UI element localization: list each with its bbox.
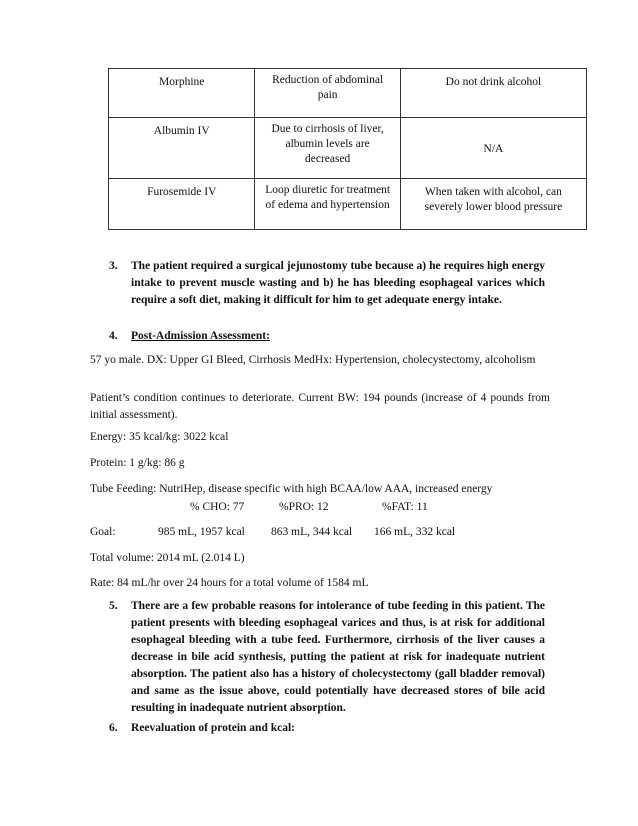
condition-line: Patient’s condition continues to deteriorate. Current BW: 194 pounds (increase of 4 pounds from initial assessment).: [90, 392, 550, 421]
item-number: 4.: [109, 330, 118, 342]
medication-table: [108, 68, 587, 230]
item-number: 3.: [109, 260, 118, 272]
note-cell: When taken with alcohol, can severely lower blood pressure: [400, 179, 586, 230]
drug-cell: Albumin IV: [109, 118, 255, 179]
goal-label: Goal:: [90, 526, 116, 538]
reason-cell: Loop diuretic for treatment of edema and hypertension: [255, 179, 400, 230]
pro-percent: %PRO: 12: [279, 501, 329, 513]
item-6-text: Reevaluation of protein and kcal:: [131, 722, 295, 734]
section-heading: Post-Admission Assessment:: [131, 330, 270, 342]
note-cell: Do not drink alcohol: [400, 69, 586, 118]
rate-line: Rate: 84 mL/hr over 24 hours for a total volume of 1584 mL: [90, 577, 369, 589]
table-row: [109, 179, 587, 230]
reason-cell: Reduction of abdominal pain: [255, 69, 400, 118]
drug-cell: Furosemide IV: [109, 179, 255, 230]
tube-feeding-line: Tube Feeding: NutriHep, disease specific with high BCAA/low AAA, increased energy: [90, 483, 493, 495]
energy-line: Energy: 35 kcal/kg: 3022 kcal: [90, 431, 229, 443]
item-number: 5.: [109, 600, 118, 612]
item-number: 6.: [109, 722, 118, 734]
cho-percent: % CHO: 77: [190, 501, 245, 513]
table-row: [109, 69, 587, 118]
item-3-text: The patient required a surgical jejunostomy tube because a) he requires high energy intake to prevent muscle wasting and b) he has bleeding esophageal varices which require a soft diet, making it difficult for him to get adequate energy intake.: [131, 260, 545, 306]
item-5-text: There are a few probable reasons for intolerance of tube feeding in this patient. The patient presents with bleeding esophageal varices and thus, is at risk for additional esophageal bleeding with a tube feed. Furthermore, cirrhosis of the liver causes a decrease in bile acid synthesis, putting the patient at risk for inadequate nutrient absorption. The patient also has a history of cholecystectomy (gall bladder removal) and same as the issue above, could potentially have decreased stores of bile acid resulting in inadequate nutrient absorption.: [131, 600, 545, 714]
goal-fat: 166 mL, 332 kcal: [374, 526, 456, 538]
note-cell: N/A: [400, 118, 586, 179]
goal-pro: 863 mL, 344 kcal: [271, 526, 353, 538]
table-row: [109, 118, 587, 179]
reason-cell: Due to cirrhosis of liver, albumin levels are decreased: [255, 118, 400, 179]
fat-percent: %FAT: 11: [382, 501, 428, 513]
goal-cho: 985 mL, 1957 kcal: [158, 526, 245, 538]
protein-line: Protein: 1 g/kg: 86 g: [90, 457, 185, 469]
patient-line: 57 yo male. DX: Upper GI Bleed, Cirrhosis MedHx: Hypertension, cholecystectomy, alcoholism: [90, 354, 536, 366]
total-volume-line: Total volume: 2014 mL (2.014 L): [90, 552, 245, 564]
drug-cell: Morphine: [109, 69, 255, 118]
